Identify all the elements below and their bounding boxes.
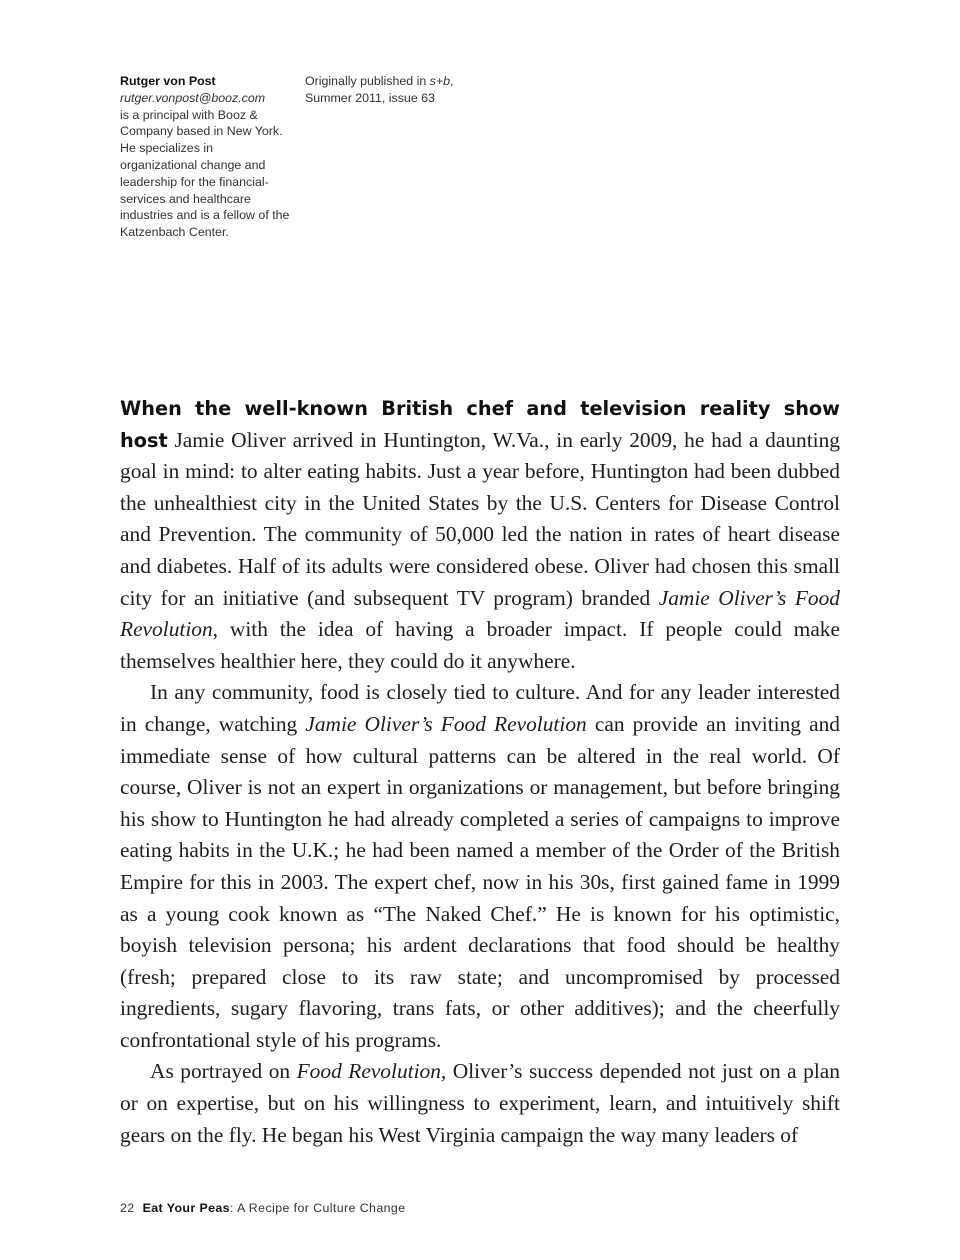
show-title: Jamie Oliver’s Food Revolution	[120, 585, 840, 642]
publication-suffix: ,	[450, 74, 454, 88]
publication-issue: Summer 2011, issue 63	[305, 90, 435, 105]
paragraph-2-text-a: In any community, food is closely tied to culture. And for any leader interested in change, watching	[120, 680, 840, 736]
paragraph-3-text-b: Oliver’s success depended not just on a plan or on expertise, but on his willingness to experiment, learn, and intuitively shift gears on the fly. He began his West Virginia campaign the way many leaders of	[120, 1059, 840, 1147]
page-number: 22	[120, 1201, 135, 1215]
author-bio-block	[120, 73, 292, 241]
paragraph-1-text-b: , with the idea of having a broader impact. If people could make themselves healthier here, they could do it anywhere.	[120, 617, 840, 673]
paragraph-2	[120, 677, 840, 1056]
book-title: Eat Your Peas	[142, 1201, 230, 1215]
paragraph-3-text-a: As portrayed on	[150, 1059, 297, 1084]
author-email[interactable]: rutger.vonpost@booz.com	[120, 90, 266, 105]
paragraph-3	[120, 1056, 840, 1151]
paragraph-2-text-b: can provide an inviting and immediate sense of how cultural patterns can be altered in the real world. Of course, Oliver is not an expert in organizations or management, but before bringing his show to Huntington he had already completed a series of campaigns to improve eating habits in the U.K.; he had been named a member of the Order of the British Empire for this in 2003. The expert chef, now in his 30s, first gained fame in 1999 as a young cook known as “The Naked Chef.” He is known for his optimistic, boyish television persona; his ardent declarations that food should be healthy (fresh; prepared close to its raw state; and uncompromised by processed ingredients, sugary flavoring, trans fats, or other additives); and the cheerfully confrontational style of his programs.	[120, 711, 840, 1052]
publication-prefix: Originally published in	[305, 74, 430, 88]
paragraph-1	[120, 393, 840, 677]
book-subtitle: : A Recipe for Culture Change	[229, 1201, 406, 1215]
show-title: Food Revolution,	[296, 1059, 447, 1084]
page-footer	[120, 1201, 406, 1215]
publication-note	[305, 73, 495, 107]
publication-line	[305, 73, 495, 90]
paragraph-1-text-a: Jamie Oliver arrived in Huntington, W.Va., in early 2009, he had a daunting goal in mind: to alter eating habits. Just a year before, Huntington had been dubbed the unhealthiest city in the United States by the U.S. Centers for Disease Control and Prevention. The community of 50,000 led the nation in rates of heart disease and diabetes. Half of its adults were considered obese. Oliver had chosen this small city for an initiative (and subsequent TV program) branded	[120, 427, 840, 610]
author-bio: is a principal with Booz & Company based in New York. He specializes in organizational change and leadership for the financial-services and healthcare industries and is a fellow of the Katzenbach Center.	[120, 107, 290, 240]
magazine-name: s+b	[429, 74, 450, 88]
lead-in: When the well-known British chef and television reality show host	[120, 397, 840, 452]
author-name: Rutger von Post	[120, 74, 216, 88]
article-body	[120, 393, 840, 1151]
show-title: Jamie Oliver’s Food Revolution	[305, 711, 587, 736]
